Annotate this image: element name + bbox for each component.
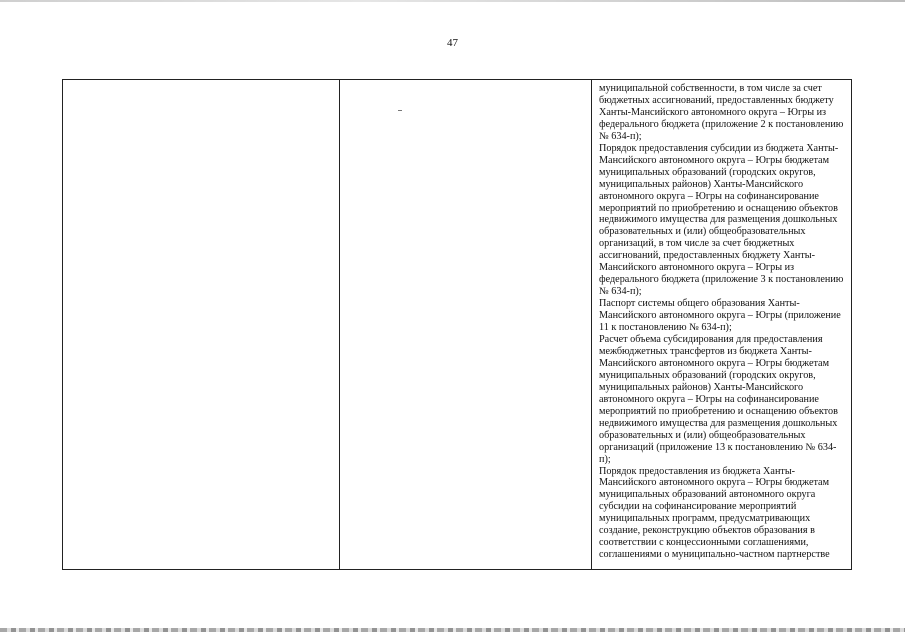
scan-speck xyxy=(398,110,402,111)
document-table xyxy=(62,79,852,570)
table-row xyxy=(63,80,852,570)
cell-text-col1 xyxy=(63,80,339,569)
scan-bottom-edge xyxy=(0,628,905,632)
table-cell-col1 xyxy=(63,80,340,570)
cell-text-col2 xyxy=(340,80,591,569)
table-cell-col2 xyxy=(340,80,592,570)
page-number: 47 xyxy=(447,37,458,49)
cell-text-col3: муниципальной собственности, в том числе за счет бюджетных ассигнований, предоставленных бюджету Ханты-Мансийского автономного округа – Югры из федерального бюджета (приложение 2 к постановлению № 634-п); Порядок предоставления субсидии из бюджета Ханты- Мансийского автономного округа – Югры бюджетам муниципальных образований (городских округов, муниципальных районов) Ханты-Мансийского автономного округа – Югры на софинансирование мероприятий по приобретению и оснащению объектов недвижимого имущества для размещения дошкольных образовательных и (или) общеобразовательных организаций, в том числе за счет бюджетных ассигнований, предоставленных бюджету Ханты- Мансийского автономного округа – Югры из федерального бюджета (приложение 3 к постановлению № 634-п); Паспорт системы общего образования Ханты- Мансийского автономного округа – Югры (приложение 11 к постановлению № 634-п); Расчет объема субсидирования для предоставления межбюджетных трансфертов из бюджета Ханты- Мансийского автономного округа – Югры бюджетам муниципальных образований (городских округов, муниципальных районов) Ханты-Мансийского автономного округа – Югры на софинансирование мероприятий по приобретению и оснащению объектов недвижимого имущества для размещения дошкольных образовательных и (или) общеобразовательных организаций (приложение 13 к постановлению № 634-п); Порядок предоставления из бюджета Ханты- Мансийского автономного округа – Югры бюджетам муниципальных образований автономного округа субсидии на софинансирование мероприятий муниципальных программ, предусматривающих создание, реконструкцию объектов образования в соответствии с концессионными соглашениями, соглашениями о муниципально-частном партнерстве xyxy=(599,83,844,561)
scan-top-edge xyxy=(0,0,905,2)
table-cell-col3 xyxy=(592,80,852,570)
